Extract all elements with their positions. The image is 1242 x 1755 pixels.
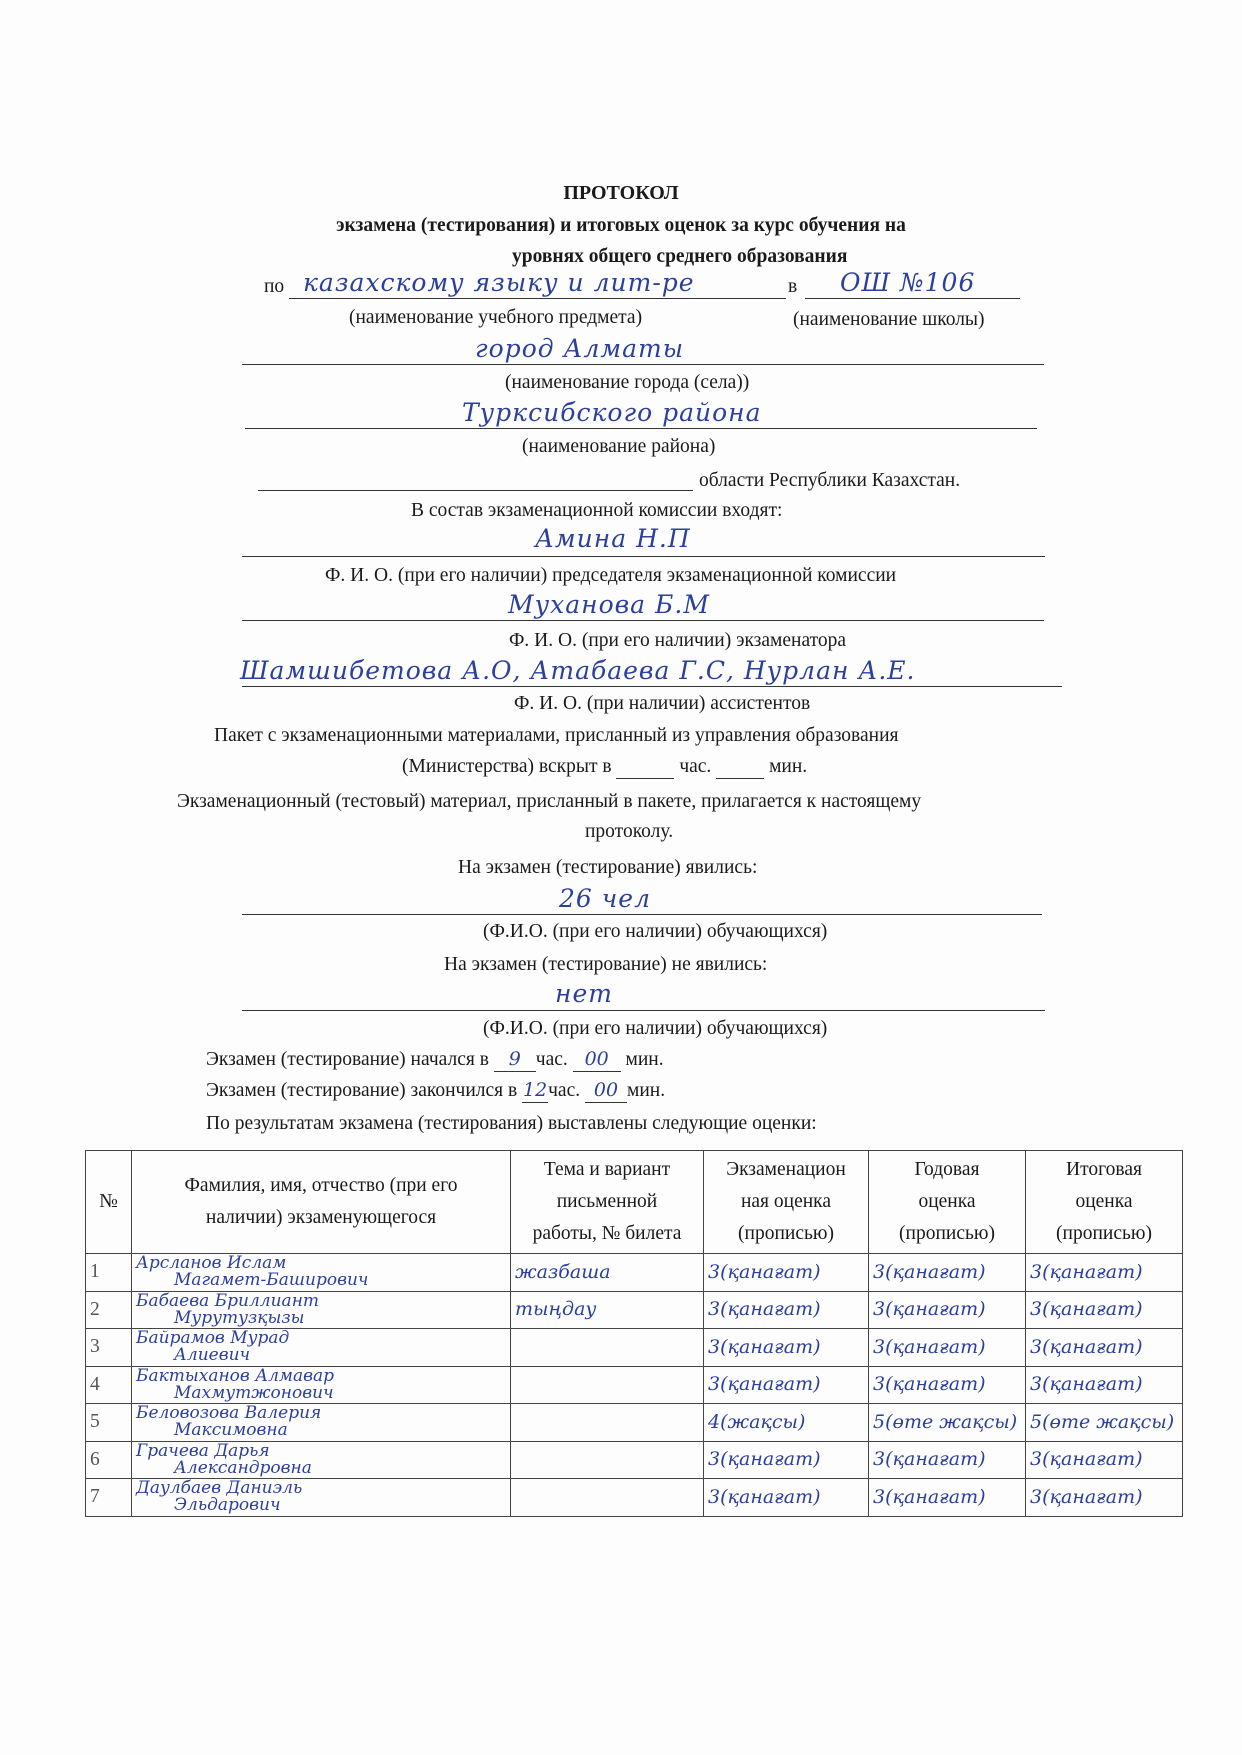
student-name: Грачева Дарья Александровна bbox=[132, 1441, 511, 1479]
table-row bbox=[86, 1366, 1183, 1404]
package-line1: Пакет с экзаменационными материалами, присланный из управления образования bbox=[214, 725, 899, 746]
theme-cell bbox=[511, 1366, 704, 1404]
row-number: 5 bbox=[86, 1404, 132, 1442]
present-underline bbox=[242, 914, 1042, 915]
final-grade: 3(қанағат) bbox=[1026, 1329, 1183, 1367]
city-caption: (наименование города (села)) bbox=[505, 372, 750, 393]
exam-grade: 3(қанағат) bbox=[704, 1479, 869, 1517]
final-grade: 3(қанағат) bbox=[1026, 1441, 1183, 1479]
final-grade: 3(қанағат) bbox=[1026, 1366, 1183, 1404]
assistants-caption: Ф. И. О. (при наличии) ассистентов bbox=[514, 693, 811, 714]
end-hours-label: час. bbox=[548, 1080, 581, 1101]
header-theme: Тема и вариант письменной работы, № билета bbox=[511, 1151, 704, 1254]
city-underline bbox=[242, 364, 1044, 365]
exam-grade: 4(жақсы) bbox=[704, 1404, 869, 1442]
exam-grade: 3(қанағат) bbox=[704, 1441, 869, 1479]
row-number: 7 bbox=[86, 1479, 132, 1517]
student-name: Байрамов Мурад Алиевич bbox=[132, 1329, 511, 1367]
theme-cell bbox=[511, 1479, 704, 1517]
row-number: 3 bbox=[86, 1329, 132, 1367]
year-grade: 3(қанағат) bbox=[869, 1441, 1026, 1479]
end-hour: 12 bbox=[523, 1079, 548, 1101]
theme-cell: тыңдау bbox=[511, 1291, 704, 1329]
year-grade: 3(қанағат) bbox=[869, 1291, 1026, 1329]
absent-value: нет bbox=[555, 979, 613, 1008]
student-name: Бактыханов Алмавар Махмутжонович bbox=[132, 1366, 511, 1404]
package-minutes-blank bbox=[716, 756, 764, 779]
package-minutes-label: мин. bbox=[769, 756, 808, 777]
results-label: По результатам экзамена (тестирования) выставлены следующие оценки: bbox=[206, 1113, 817, 1134]
header-name: Фамилия, имя, отчество (при его наличии) экзаменующегося bbox=[132, 1151, 511, 1254]
row-number: 6 bbox=[86, 1441, 132, 1479]
examiner-underline bbox=[242, 620, 1044, 621]
final-grade: 3(қанағат) bbox=[1026, 1291, 1183, 1329]
district-underline bbox=[245, 428, 1037, 429]
table-row bbox=[86, 1479, 1183, 1517]
subject-prefix: по bbox=[264, 276, 285, 297]
header-exam-grade: Экзаменацион ная оценка (прописью) bbox=[704, 1151, 869, 1254]
present-caption: (Ф.И.О. (при его наличии) обучающихся) bbox=[483, 921, 828, 942]
theme-cell bbox=[511, 1404, 704, 1442]
district-value: Турксибского района bbox=[462, 398, 762, 427]
examiner-value: Муханова Б.М bbox=[508, 590, 710, 619]
start-line bbox=[206, 1048, 664, 1072]
document-subtitle-line1: экзамена (тестирования) и итоговых оценок за курс обучения на bbox=[336, 215, 906, 236]
row-number: 1 bbox=[86, 1254, 132, 1292]
package-line2 bbox=[402, 756, 807, 779]
end-label: Экзамен (тестирование) закончился в bbox=[206, 1080, 518, 1101]
examiner-caption: Ф. И. О. (при его наличии) экзаменатора bbox=[509, 630, 847, 651]
present-label: На экзамен (тестирование) явились: bbox=[458, 857, 758, 878]
student-name: Арсланов Ислам Магамет-Баширович bbox=[132, 1254, 511, 1292]
subject-value: казахскому языку и лит-ре bbox=[303, 268, 695, 297]
grades-header-row bbox=[86, 1151, 1183, 1254]
start-minutes: 00 bbox=[584, 1048, 609, 1070]
chairman-caption: Ф. И. О. (при его наличии) председателя экзаменационной комиссии bbox=[325, 565, 897, 586]
year-grade: 3(қанағат) bbox=[869, 1254, 1026, 1292]
year-grade: 3(қанағат) bbox=[869, 1329, 1026, 1367]
theme-cell bbox=[511, 1441, 704, 1479]
year-grade: 3(қанағат) bbox=[869, 1366, 1026, 1404]
end-minutes-label: мин. bbox=[626, 1080, 666, 1101]
theme-cell bbox=[511, 1329, 704, 1367]
region-suffix: области Республики Казахстан. bbox=[699, 470, 961, 491]
end-minutes: 00 bbox=[593, 1079, 619, 1101]
start-hour: 9 bbox=[508, 1048, 521, 1070]
school-prefix: в bbox=[788, 276, 798, 297]
material-line1: Экзаменационный (тестовый) материал, присланный в пакете, прилагается к настоящему bbox=[177, 791, 922, 812]
document-title: ПРОТОКОЛ bbox=[563, 182, 679, 204]
table-row bbox=[86, 1404, 1183, 1442]
exam-grade: 3(қанағат) bbox=[704, 1366, 869, 1404]
table-row bbox=[86, 1291, 1183, 1329]
row-number: 2 bbox=[86, 1291, 132, 1329]
package-hours-label: час. bbox=[679, 756, 712, 777]
table-row bbox=[86, 1329, 1183, 1367]
year-grade: 5(өте жақсы) bbox=[869, 1404, 1026, 1442]
table-row bbox=[86, 1441, 1183, 1479]
header-num: № bbox=[86, 1151, 132, 1254]
exam-grade: 3(қанағат) bbox=[704, 1254, 869, 1292]
subject-underline bbox=[289, 298, 786, 299]
region-underline bbox=[258, 490, 693, 491]
year-grade: 3(қанағат) bbox=[869, 1479, 1026, 1517]
city-value: город Алматы bbox=[475, 334, 685, 363]
chairman-underline bbox=[242, 556, 1045, 557]
absent-caption: (Ф.И.О. (при его наличии) обучающихся) bbox=[483, 1018, 828, 1039]
assistants-underline bbox=[242, 686, 1062, 687]
final-grade: 3(қанағат) bbox=[1026, 1479, 1183, 1517]
row-number: 4 bbox=[86, 1366, 132, 1404]
commission-intro: В состав экзаменационной комиссии входят: bbox=[411, 500, 783, 521]
start-hours-label: час. bbox=[535, 1049, 568, 1070]
student-name: Бабаева Бриллиант Мурутузқызы bbox=[132, 1291, 511, 1329]
header-year-grade: Годовая оценка (прописью) bbox=[869, 1151, 1026, 1254]
school-caption: (наименование школы) bbox=[793, 309, 985, 330]
grades-table bbox=[85, 1150, 1183, 1517]
start-minutes-label: мин. bbox=[625, 1049, 664, 1070]
exam-grade: 3(қанағат) bbox=[704, 1291, 869, 1329]
assistants-value: Шамшибетова А.О, Атабаева Г.С, Нурлан А.Е. bbox=[240, 656, 916, 685]
exam-grade: 3(қанағат) bbox=[704, 1329, 869, 1367]
absent-underline bbox=[242, 1010, 1045, 1011]
school-value: ОШ №106 bbox=[840, 268, 976, 297]
student-name: Беловозова Валерия Максимовна bbox=[132, 1404, 511, 1442]
final-grade: 3(қанағат) bbox=[1026, 1254, 1183, 1292]
material-line2: протоколу. bbox=[585, 821, 674, 842]
subject-caption: (наименование учебного предмета) bbox=[349, 307, 643, 328]
package-hours-blank bbox=[616, 756, 674, 779]
chairman-value: Амина Н.П bbox=[535, 524, 691, 553]
present-value: 26 чел bbox=[559, 884, 652, 913]
student-name: Даулбаев Даниэль Эльдарович bbox=[132, 1479, 511, 1517]
school-underline bbox=[805, 298, 1020, 299]
header-final-grade: Итоговая оценка (прописью) bbox=[1026, 1151, 1183, 1254]
start-label: Экзамен (тестирование) начался в bbox=[206, 1049, 489, 1070]
district-caption: (наименование района) bbox=[522, 436, 716, 457]
table-row bbox=[86, 1254, 1183, 1292]
final-grade: 5(өте жақсы) bbox=[1026, 1404, 1183, 1442]
end-line bbox=[206, 1079, 665, 1103]
theme-cell: жазбаша bbox=[511, 1254, 704, 1292]
absent-label: На экзамен (тестирование) не явились: bbox=[444, 954, 768, 975]
package-opened-label: (Министерства) вскрыт в bbox=[402, 756, 612, 777]
document-subtitle-line2: уровнях общего среднего образования bbox=[512, 246, 848, 267]
